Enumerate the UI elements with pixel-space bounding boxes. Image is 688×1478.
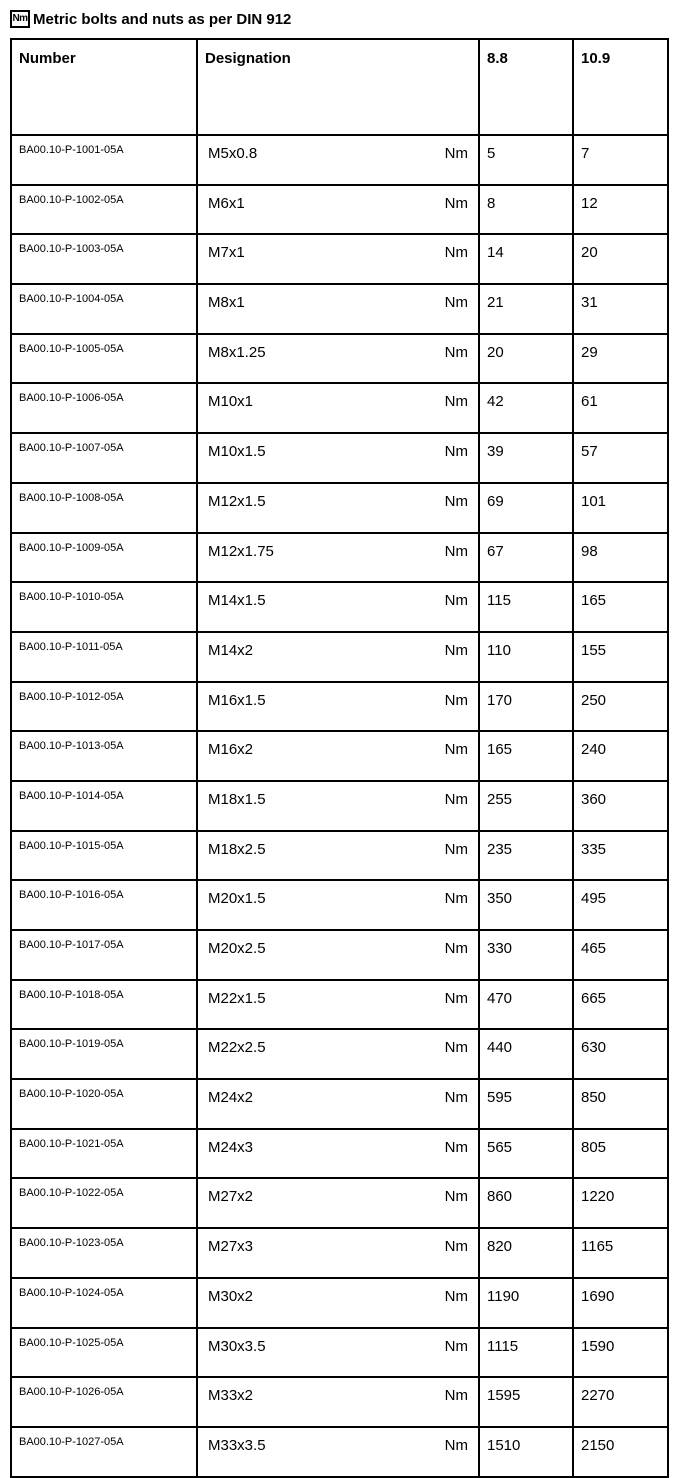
cell-number[interactable]: BA00.10-P-1021-05A [11,1129,197,1179]
designation-text: M20x1.5 [208,890,266,908]
unit-label: Nm [444,492,468,510]
unit-label: Nm [444,1188,468,1206]
unit-label: Nm [444,244,468,262]
header-designation: Designation [197,39,479,135]
cell-grade-10-9: 7 [573,135,668,185]
cell-number[interactable]: BA00.10-P-1011-05A [11,632,197,682]
cell-designation [197,1328,479,1378]
table-row [11,334,668,384]
table-row [11,1278,668,1328]
table-row [11,1228,668,1278]
cell-grade-8-8: 470 [479,980,573,1030]
designation-text: M10x1 [208,393,254,411]
cell-designation [197,1129,479,1179]
cell-grade-10-9: 250 [573,682,668,732]
cell-grade-10-9: 465 [573,930,668,980]
cell-grade-8-8: 1510 [479,1427,573,1477]
cell-designation [197,483,479,533]
unit-label: Nm [444,1436,468,1454]
unit-label: Nm [444,691,468,709]
table-row [11,533,668,583]
unit-label: Nm [444,1089,468,1107]
cell-designation [197,1079,479,1129]
table-row [11,185,668,235]
designation-text: M33x2 [208,1387,254,1405]
cell-designation [197,1377,479,1427]
designation-text: M16x2 [208,741,254,759]
designation-text: M24x2 [208,1089,254,1107]
cell-grade-8-8: 440 [479,1029,573,1079]
cell-designation [197,880,479,930]
cell-designation [197,1029,479,1079]
table-row [11,234,668,284]
cell-designation [197,682,479,732]
cell-grade-10-9: 1690 [573,1278,668,1328]
header-grade-8-8: 8.8 [479,39,573,135]
cell-grade-10-9: 98 [573,533,668,583]
cell-designation [197,1228,479,1278]
designation-text: M14x1.5 [208,592,266,610]
table-row [11,930,668,980]
nm-icon: Nm [10,10,30,28]
header-grade-10-9: 10.9 [573,39,668,135]
cell-number[interactable]: BA00.10-P-1013-05A [11,731,197,781]
table-row [11,1178,668,1228]
designation-text: M8x1.25 [208,343,266,361]
designation-text: M8x1 [208,294,245,312]
cell-grade-8-8: 42 [479,383,573,433]
cell-number[interactable]: BA00.10-P-1024-05A [11,1278,197,1328]
cell-grade-8-8: 1115 [479,1328,573,1378]
cell-grade-10-9: 165 [573,582,668,632]
unit-label: Nm [444,1387,468,1405]
designation-text: M24x3 [208,1138,254,1156]
designation-text: M12x1.5 [208,492,266,510]
designation-text: M33x3.5 [208,1436,266,1454]
cell-grade-8-8: 1595 [479,1377,573,1427]
designation-text: M12x1.75 [208,542,274,560]
table-row [11,284,668,334]
designation-text: M18x2.5 [208,840,266,858]
document-title: Metric bolts and nuts as per DIN 912 [33,10,292,28]
cell-grade-10-9: 1220 [573,1178,668,1228]
cell-designation [197,930,479,980]
cell-grade-10-9: 61 [573,383,668,433]
cell-grade-8-8: 330 [479,930,573,980]
cell-grade-10-9: 360 [573,781,668,831]
cell-grade-10-9: 20 [573,234,668,284]
cell-grade-8-8: 115 [479,582,573,632]
table-row [11,1377,668,1427]
cell-number[interactable]: BA00.10-P-1015-05A [11,831,197,881]
cell-grade-8-8: 21 [479,284,573,334]
cell-designation [197,135,479,185]
cell-designation [197,781,479,831]
cell-number[interactable]: BA00.10-P-1026-05A [11,1377,197,1427]
cell-number[interactable]: BA00.10-P-1019-05A [11,1029,197,1079]
cell-designation [197,533,479,583]
cell-grade-10-9: 665 [573,980,668,1030]
cell-number[interactable]: BA00.10-P-1017-05A [11,930,197,980]
table-row [11,831,668,881]
cell-number[interactable]: BA00.10-P-1012-05A [11,682,197,732]
cell-number[interactable]: BA00.10-P-1023-05A [11,1228,197,1278]
cell-number[interactable]: BA00.10-P-1014-05A [11,781,197,831]
cell-designation [197,731,479,781]
unit-label: Nm [444,145,468,162]
designation-text: M6x1 [208,194,245,212]
table-row [11,1129,668,1179]
cell-designation [197,383,479,433]
cell-designation [197,185,479,235]
cell-grade-8-8: 39 [479,433,573,483]
unit-label: Nm [444,1238,468,1256]
cell-number[interactable]: BA00.10-P-1005-05A [11,334,197,384]
header-number: Number [11,39,197,135]
unit-label: Nm [444,989,468,1007]
cell-designation [197,632,479,682]
unit-label: Nm [444,194,468,212]
cell-grade-8-8: 67 [479,533,573,583]
table-row [11,1427,668,1477]
cell-number[interactable]: BA00.10-P-1008-05A [11,483,197,533]
cell-designation [197,831,479,881]
cell-grade-10-9: 2150 [573,1427,668,1477]
document-heading [10,8,291,30]
designation-text: M20x2.5 [208,940,266,957]
cell-number[interactable]: BA00.10-P-1001-05A [11,135,197,185]
table-row [11,632,668,682]
cell-grade-10-9: 495 [573,880,668,930]
cell-designation [197,234,479,284]
cell-number[interactable]: BA00.10-P-1018-05A [11,980,197,1030]
table-row [11,880,668,930]
cell-grade-8-8: 1190 [479,1278,573,1328]
cell-grade-10-9: 2270 [573,1377,668,1427]
cell-grade-8-8: 255 [479,781,573,831]
unit-label: Nm [444,790,468,808]
cell-number[interactable]: BA00.10-P-1027-05A [11,1427,197,1477]
designation-text: M16x1.5 [208,691,266,709]
cell-grade-8-8: 820 [479,1228,573,1278]
cell-designation [197,1278,479,1328]
unit-label: Nm [444,343,468,361]
cell-grade-8-8: 565 [479,1129,573,1179]
designation-text: M14x2 [208,641,254,659]
designation-text: M27x2 [208,1188,254,1206]
table-body [11,135,668,1477]
cell-grade-8-8: 165 [479,731,573,781]
cell-grade-10-9: 850 [573,1079,668,1129]
cell-number[interactable]: BA00.10-P-1009-05A [11,533,197,583]
cell-grade-8-8: 5 [479,135,573,185]
designation-text: M27x3 [208,1238,254,1256]
designation-text: M18x1.5 [208,790,266,808]
cell-grade-10-9: 155 [573,632,668,682]
cell-number[interactable]: BA00.10-P-1006-05A [11,383,197,433]
designation-text: M10x1.5 [208,443,266,461]
table-row [11,433,668,483]
unit-label: Nm [444,393,468,411]
cell-grade-10-9: 335 [573,831,668,881]
cell-grade-8-8: 20 [479,334,573,384]
cell-grade-8-8: 350 [479,880,573,930]
cell-number[interactable]: BA00.10-P-1025-05A [11,1328,197,1378]
cell-number[interactable]: BA00.10-P-1010-05A [11,582,197,632]
cell-grade-10-9: 29 [573,334,668,384]
unit-label: Nm [444,1039,468,1057]
table-row [11,781,668,831]
cell-number[interactable]: BA00.10-P-1022-05A [11,1178,197,1228]
designation-text: M7x1 [208,244,245,262]
unit-label: Nm [444,542,468,560]
cell-grade-8-8: 110 [479,632,573,682]
cell-designation [197,1178,479,1228]
designation-text: M30x3.5 [208,1337,266,1355]
cell-grade-10-9: 57 [573,433,668,483]
table-row [11,980,668,1030]
cell-grade-8-8: 14 [479,234,573,284]
table-row [11,1029,668,1079]
cell-grade-8-8: 170 [479,682,573,732]
unit-label: Nm [444,641,468,659]
table-header-row [11,39,668,135]
cell-designation [197,582,479,632]
table-row [11,682,668,732]
cell-grade-8-8: 8 [479,185,573,235]
cell-number[interactable]: BA00.10-P-1004-05A [11,284,197,334]
cell-number[interactable]: BA00.10-P-1002-05A [11,185,197,235]
unit-label: Nm [444,940,468,957]
cell-designation [197,334,479,384]
cell-grade-10-9: 630 [573,1029,668,1079]
unit-label: Nm [444,294,468,312]
cell-grade-8-8: 69 [479,483,573,533]
table-row [11,1328,668,1378]
cell-grade-10-9: 240 [573,731,668,781]
cell-grade-8-8: 595 [479,1079,573,1129]
unit-label: Nm [444,592,468,610]
cell-grade-10-9: 31 [573,284,668,334]
unit-label: Nm [444,890,468,908]
cell-grade-8-8: 860 [479,1178,573,1228]
unit-label: Nm [444,1138,468,1156]
unit-label: Nm [444,1337,468,1355]
cell-number[interactable]: BA00.10-P-1003-05A [11,234,197,284]
cell-grade-10-9: 101 [573,483,668,533]
unit-label: Nm [444,443,468,461]
designation-text: M5x0.8 [208,145,258,162]
torque-table [10,38,669,1478]
cell-designation [197,433,479,483]
table-row [11,1079,668,1129]
cell-number[interactable]: BA00.10-P-1007-05A [11,433,197,483]
cell-grade-10-9: 1590 [573,1328,668,1378]
cell-designation [197,1427,479,1477]
unit-label: Nm [444,741,468,759]
unit-label: Nm [444,1287,468,1305]
designation-text: M22x2.5 [208,1039,266,1057]
cell-number[interactable]: BA00.10-P-1016-05A [11,880,197,930]
designation-text: M22x1.5 [208,989,266,1007]
cell-grade-8-8: 235 [479,831,573,881]
cell-number[interactable]: BA00.10-P-1020-05A [11,1079,197,1129]
cell-grade-10-9: 12 [573,185,668,235]
table-row [11,731,668,781]
cell-designation [197,284,479,334]
unit-label: Nm [444,840,468,858]
table-row [11,582,668,632]
table-row [11,135,668,185]
table-row [11,483,668,533]
table-row [11,383,668,433]
cell-grade-10-9: 1165 [573,1228,668,1278]
cell-grade-10-9: 805 [573,1129,668,1179]
cell-designation [197,980,479,1030]
designation-text: M30x2 [208,1287,254,1305]
